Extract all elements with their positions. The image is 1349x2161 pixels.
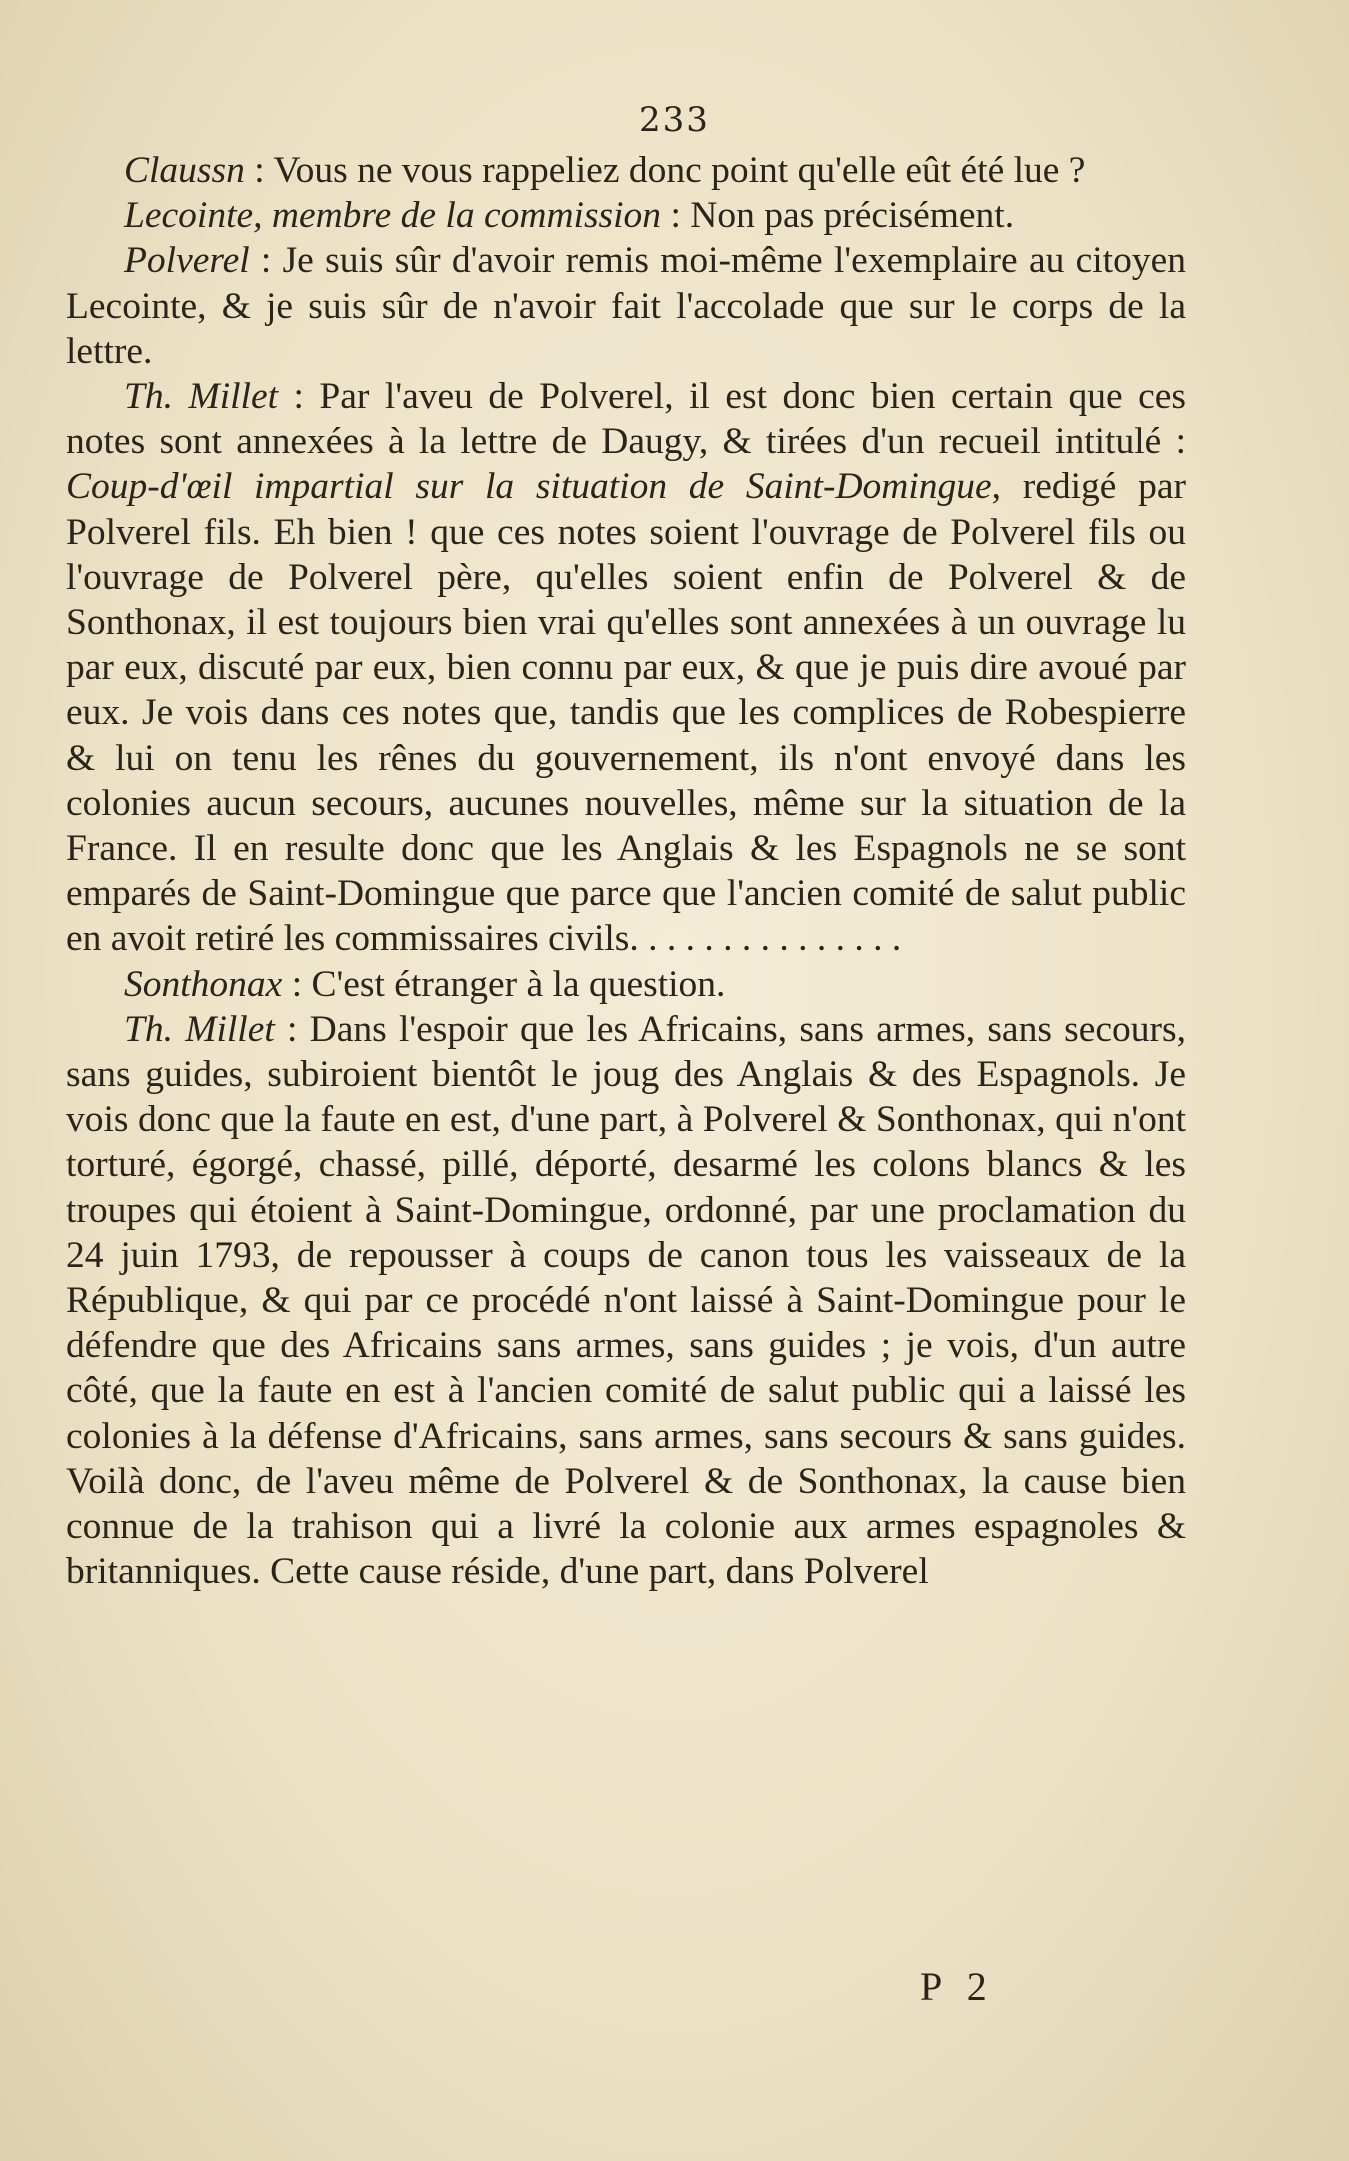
- speaker-name: Polverel: [124, 240, 250, 282]
- paragraph-text: : Dans l'espoir que les Africains, sans armes, sans secours, sans guides, subiroient bientôt le joug des Anglais & des Espagnols. Je vois donc que la faute en est, d'une part, à Polverel & Sonthonax, qui n'ont torturé, égorgé, chassé, pillé, déporté, desarmé les colons blancs & les troupes qui étoient à Saint-Domingue, ordonné, par une proclamation du 24 juin 1793, de repousser à coups de canon tous les vaisseaux de la République, & qui par ce procédé n'ont laissé à Saint-Domingue pour le défendre que des Africains sans armes, sans guides ; je vois, d'un autre côté, que la faute en est à l'ancien comité de salut public qui a laissé les colonies à la défense d'Africains, sans armes, sans secours & sans guides. Voilà donc, de l'aveu même de Polverel & de Sonthonax, la cause bien connue de la trahison qui a livré la colonie aux armes espagnoles & britanniques. Cette cause réside, d'une part, dans Polverel: [66, 1008, 1186, 1593]
- paragraph-text: : Non pas précisément.: [661, 195, 1015, 237]
- paragraph-text: : Je suis sûr d'avoir remis moi-même l'exemplaire au citoyen Lecointe, & je suis sûr de n'avoir fait l'accolade que sur le corps de la lettre.: [66, 240, 1186, 372]
- speaker-name: Th. Millet: [124, 376, 279, 418]
- paragraph-polverel: [66, 238, 1186, 374]
- book-title: Coup-d'œil impartial sur la situation de Saint-Domingue: [66, 466, 992, 508]
- signature-mark: P 2: [920, 1964, 995, 2009]
- page-number: 233: [639, 100, 710, 140]
- paragraph-text: : Par l'aveu de Polverel, il est donc bien certain que ces notes sont annexées à la lettre de Daugy, & tirées d'un recueil intitulé :: [66, 376, 1186, 463]
- paragraph-text: : Vous ne vous rappeliez donc point qu'elle eût été lue ?: [244, 150, 1086, 191]
- paragraph-clausson: [66, 148, 1186, 193]
- body-text: [66, 148, 1186, 1595]
- speaker-name: Claussn: [124, 150, 245, 191]
- speaker-name: Sonthonax: [124, 963, 283, 1005]
- paragraph-text: , redigé par Polverel fils. Eh bien ! que ces notes soient l'ouvrage de Polverel fils ou l'ouvrage de Polverel père, qu'elles soient enfin de Polverel & de Sonthonax, il est toujours bien vrai qu'elles sont annexées à un ouvrage lu par eux, discuté par eux, bien connu par eux, & que je puis dire avoué par eux. Je vois dans ces notes que, tandis que les complices de Robespierre & lui on tenu les rênes du gouvernement, ils n'ont envoyé dans les colonies aucun secours, aucunes nouvelles, même sur la situation de la France. Il en resulte donc que les Anglais & les Espagnols ne se sont emparés de Saint-Domingue que parce que l'ancien comité de salut public en avoit retiré les commissaires civils. . . . . . . . . . . . . . .: [66, 466, 1186, 960]
- speaker-name: Lecointe, membre de la commission: [124, 195, 662, 237]
- paragraph-text: : C'est étranger à la question.: [282, 963, 726, 1005]
- paragraph-millet-2: [66, 1007, 1186, 1595]
- paragraph-sonthonax: [66, 962, 1186, 1007]
- paragraph-lecointe: [66, 193, 1186, 238]
- paragraph-millet-1: [66, 374, 1186, 962]
- speaker-name: Th. Millet: [124, 1008, 275, 1050]
